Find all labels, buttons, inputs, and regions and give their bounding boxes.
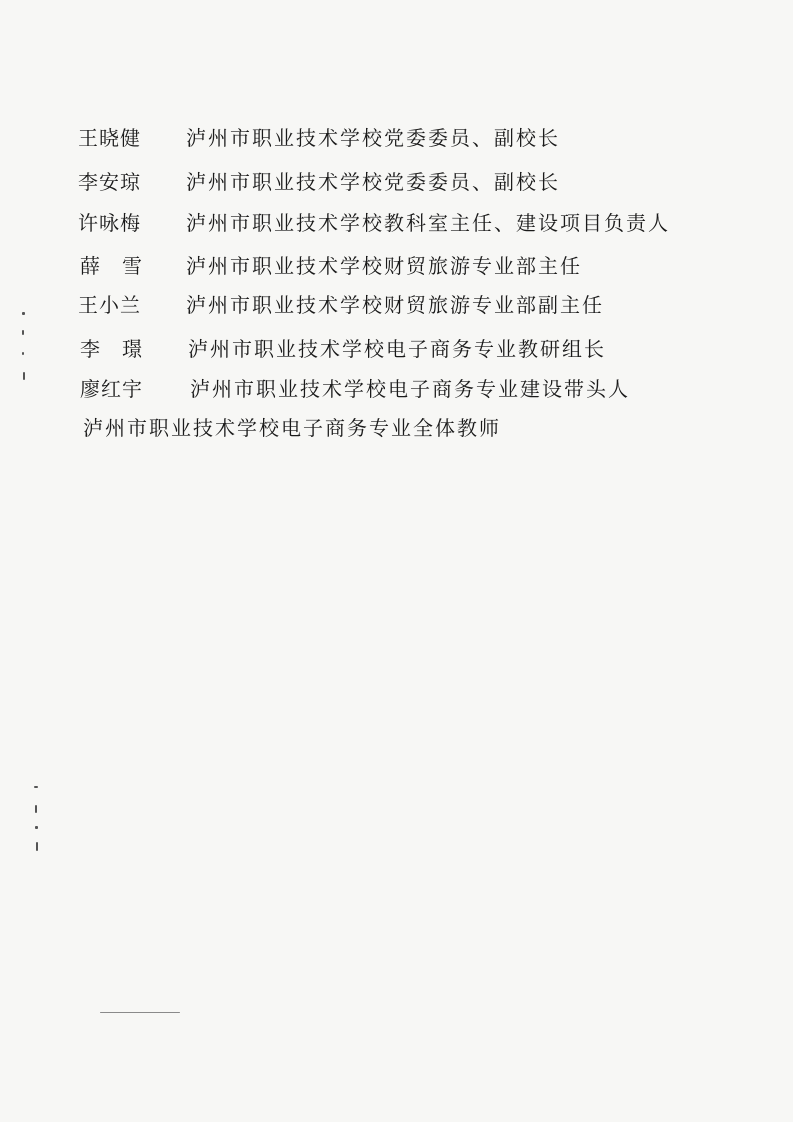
staff-name: 王晓健 bbox=[78, 126, 141, 150]
staff-title: 泸州市职业技术学校党委委员、副校长 bbox=[186, 170, 560, 194]
staff-title: 泸州市职业技术学校电子商务专业教研组长 bbox=[188, 337, 606, 361]
staff-name: 李安琼 bbox=[78, 170, 141, 194]
staff-title: 泸州市职业技术学校党委委员、副校长 bbox=[186, 126, 560, 150]
roster-row bbox=[0, 251, 760, 281]
roster-row bbox=[0, 123, 760, 153]
staff-title: 泸州市职业技术学校电子商务专业建设带头人 bbox=[190, 377, 630, 401]
scan-speck bbox=[100, 1012, 180, 1013]
roster-row bbox=[0, 167, 760, 197]
roster-row bbox=[0, 334, 760, 364]
staff-name: 廖红宇 bbox=[80, 377, 143, 401]
signature-line: 泸州市职业技术学校电子商务专业全体教师 bbox=[83, 416, 501, 440]
staff-name: 许咏梅 bbox=[78, 211, 141, 235]
staff-name: 薛 雪 bbox=[80, 254, 143, 278]
staff-name: 王小兰 bbox=[78, 293, 141, 317]
staff-title: 泸州市职业技术学校财贸旅游专业部副主任 bbox=[186, 293, 604, 317]
staff-title: 泸州市职业技术学校财贸旅游专业部主任 bbox=[186, 254, 582, 278]
scan-speck bbox=[22, 312, 25, 315]
scan-speck bbox=[34, 786, 38, 788]
scan-speck bbox=[22, 352, 24, 355]
staff-title: 泸州市职业技术学校教科室主任、建设项目负责人 bbox=[186, 211, 670, 235]
scan-speck bbox=[35, 826, 38, 829]
roster-row bbox=[0, 374, 760, 404]
staff-name: 李 璟 bbox=[80, 337, 143, 361]
scan-speck bbox=[23, 372, 25, 380]
roster-row bbox=[0, 290, 760, 320]
scan-speck bbox=[35, 805, 37, 813]
scan-speck bbox=[22, 330, 24, 335]
roster-row bbox=[0, 208, 760, 238]
scan-speck bbox=[36, 842, 38, 851]
